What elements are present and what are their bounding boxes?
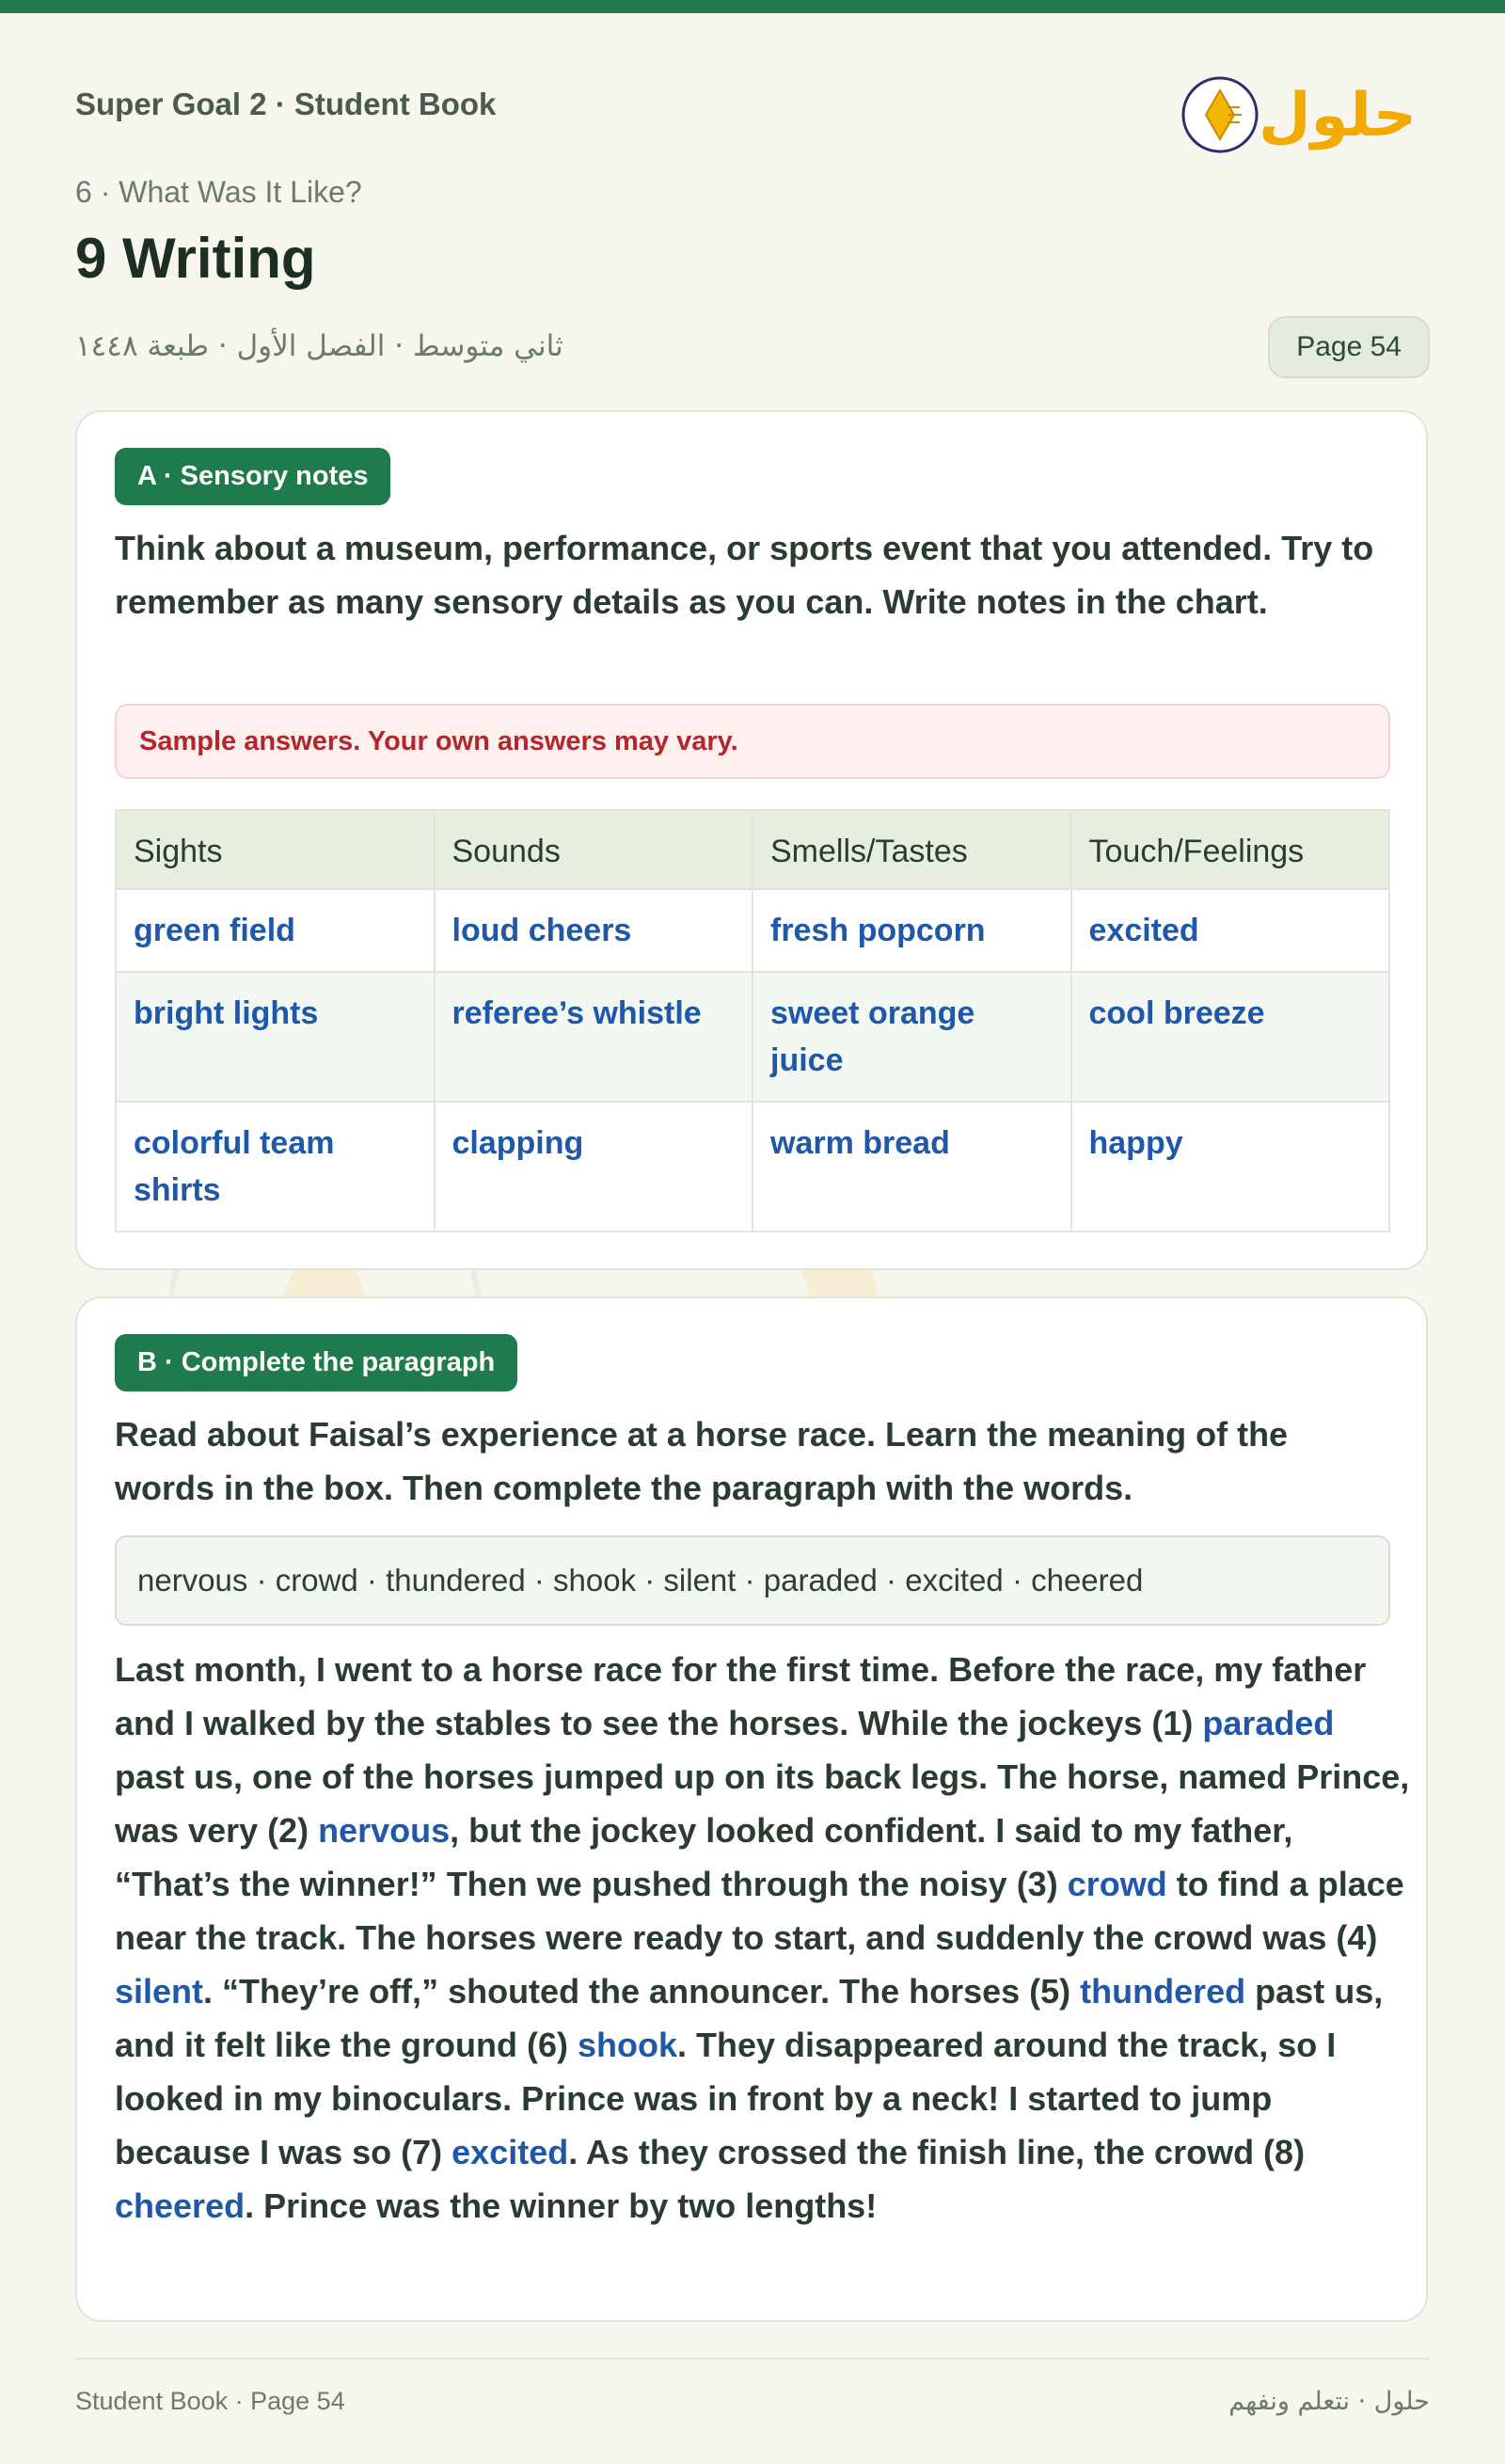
chart-header-row [116,810,1389,889]
table-cell: happy [1071,1102,1390,1232]
unit-label: 6 · What Was It Like? [75,175,362,209]
paragraph-text: to find a place near the track. The horses were ready to start, and suddenly the crowd was (4) [115,1865,1404,1957]
table-cell: clapping [435,1102,753,1232]
table-row [116,889,1389,972]
answer-6: shook [578,2026,678,2064]
answer-1: paraded [1202,1704,1335,1742]
paragraph-text: . Prince was the winner by two lengths! [245,2186,878,2225]
section-a-instruction: Think about a museum, performance, or sports event that you attended. Try to remember as many sensory details as you can. Write notes in the chart. [115,529,1374,621]
sample-answers-note: Sample answers. Your own answers may vary. [115,704,1390,779]
logo-text: حلول [1259,81,1417,151]
paragraph-text: Last month, I went to a horse race for the first time. Before the race, my father and I walked by the stables to see the horses. While the jockeys (1) [115,1650,1367,1742]
footer-right: حلول · نتعلم ونفهم [1228,2387,1430,2416]
section-b-card [75,1296,1428,2322]
paragraph-text: . They disappeared around the track, so I looked in my binoculars. Prince was in front by a neck! I started to jump because I was so (7) [115,2026,1337,2171]
column-header: Sights [116,810,435,889]
answer-7: excited [452,2133,569,2171]
hulul-logo [1181,66,1417,160]
column-header: Smells/Tastes [752,810,1071,889]
page-badge: Page 54 [1268,316,1430,378]
word-box: nervous · crowd · thundered · shook · silent · paraded · excited · cheered [115,1535,1390,1626]
table-cell: fresh popcorn [752,889,1071,972]
table-cell: warm bread [752,1102,1071,1232]
table-row [116,1102,1389,1232]
table-cell: colorful team shirts [116,1102,435,1232]
paragraph-text: . “They’re off,” shouted the announcer. The horses (5) [203,1972,1081,2011]
answer-2: nervous [318,1811,451,1850]
footer-divider [75,2358,1430,2360]
answer-5: thundered [1080,1972,1246,2011]
paragraph [115,1643,1413,2233]
book-title: Super Goal 2 · Student Book [75,87,497,121]
section-b-tag: B · Complete the paragraph [115,1334,517,1391]
table-cell: excited [1071,889,1390,972]
table-row [116,972,1389,1102]
answer-4: silent [115,1972,204,2011]
column-header: Sounds [435,810,753,889]
paragraph-text: past us, one of the horses jumped up on its back legs. The horse, named Prince, was very (2) [115,1757,1410,1850]
arabic-subtitle: ثاني متوسط · الفصل الأول · طبعة ١٤٤٨ [75,329,563,363]
sensory-chart [115,809,1390,1232]
table-cell: bright lights [116,972,435,1102]
table-cell: referee’s whistle [435,972,753,1102]
column-header: Touch/Feelings [1071,810,1390,889]
page-title: 9 Writing [75,227,316,290]
table-cell: green field [116,889,435,972]
section-b-instruction: Read about Faisal’s experience at a horse race. Learn the meaning of the words in the box. Then complete the paragraph with the words. [115,1415,1289,1507]
paragraph-text: , but the jockey looked confident. I said to my father, “That’s the winner!” Then we pushed through the noisy (3) [115,1811,1293,1903]
table-cell: cool breeze [1071,972,1390,1102]
answer-8: cheered [115,2186,246,2225]
paragraph-text: . As they crossed the finish line, the crowd (8) [568,2133,1306,2171]
answer-3: crowd [1067,1865,1167,1903]
section-a-tag: A · Sensory notes [115,448,390,505]
section-a-card [75,410,1428,1270]
table-cell: loud cheers [435,889,753,972]
paragraph-text: past us, and it felt like the ground (6) [115,1972,1384,2064]
footer-left: Student Book · Page 54 [75,2387,345,2415]
top-accent-bar [0,0,1505,13]
table-cell: sweet orange juice [752,972,1071,1102]
